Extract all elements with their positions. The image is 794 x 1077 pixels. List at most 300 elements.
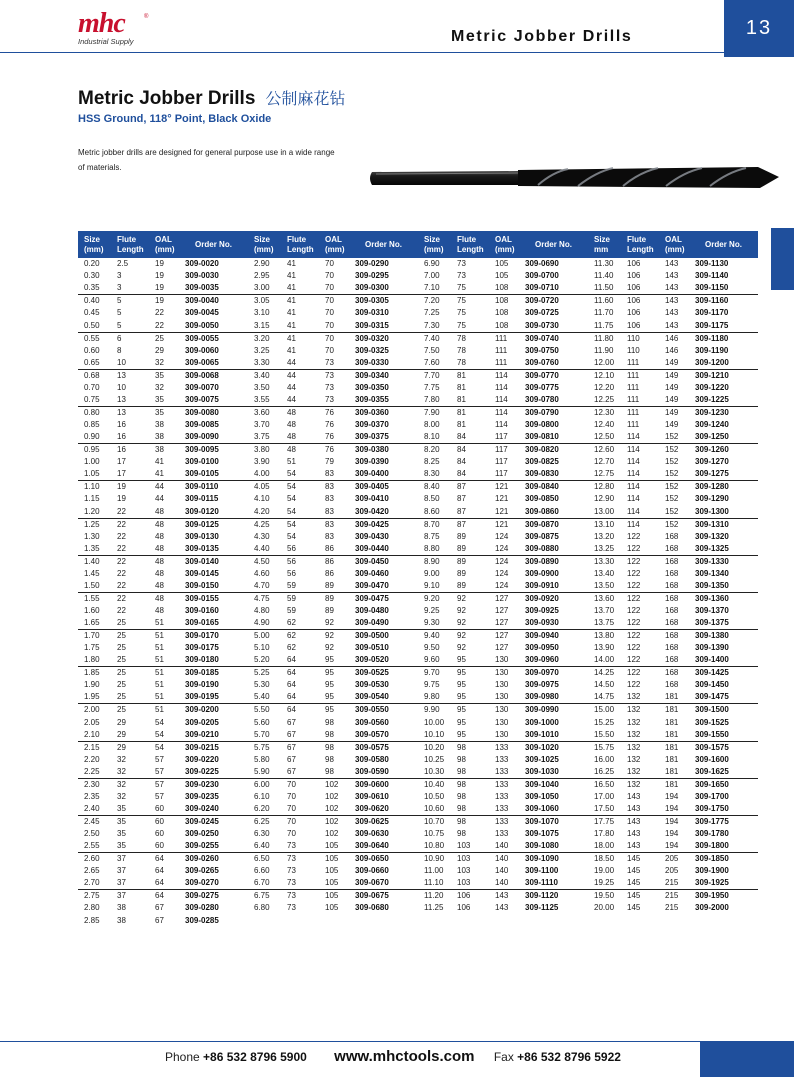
oal-cell: 98 — [325, 766, 334, 776]
flute-length-cell: 145 — [621, 890, 659, 903]
oal-cell: 181 — [659, 741, 689, 754]
oal-cell: 149 — [665, 357, 679, 367]
table-row — [78, 357, 758, 370]
table-row — [78, 716, 758, 728]
size-cell: 3.00 — [254, 283, 270, 293]
oal-cell: 194 — [659, 816, 689, 829]
flute-length-cell: 22 — [117, 568, 126, 578]
order-no-cell: 309-0140 — [179, 555, 248, 568]
oal-cell: 70 — [319, 295, 349, 308]
size-cell: 2.40 — [84, 804, 100, 813]
order-no-cell: 309-0650 — [349, 853, 418, 866]
order-no-cell: 309-1700 — [695, 791, 729, 801]
order-no-cell: 309-0625 — [349, 816, 418, 829]
flute-length-cell: 92 — [451, 630, 489, 643]
table-row — [78, 691, 758, 704]
size-cell: 11.70 — [594, 308, 614, 318]
size-cell — [588, 915, 621, 927]
flute-length-cell: 78 — [457, 357, 466, 367]
size-cell: 15.25 — [594, 717, 615, 727]
flute-length-cell: 22 — [111, 592, 149, 605]
order-no-cell: 309-0290 — [355, 259, 389, 269]
oal-cell: 102 — [319, 816, 349, 829]
size-cell: 7.10 — [424, 283, 440, 293]
oal-cell: 19 — [149, 295, 179, 308]
size-cell: 2.75 — [78, 890, 111, 903]
oal-cell: 25 — [149, 332, 179, 345]
order-no-cell: 309-1240 — [695, 420, 729, 430]
flute-length-cell: 95 — [457, 655, 466, 665]
oal-cell: 83 — [325, 506, 334, 516]
logo-tagline: Industrial Supply — [78, 37, 134, 46]
oal-cell: 60 — [149, 816, 179, 829]
flute-length-cell: 37 — [111, 853, 149, 866]
size-cell: 13.75 — [594, 618, 615, 628]
size-cell: 2.05 — [84, 717, 100, 727]
size-cell: 4.80 — [254, 605, 270, 615]
flute-length-cell: 78 — [457, 345, 466, 355]
oal-cell: 89 — [325, 580, 334, 590]
oal-cell — [659, 915, 689, 927]
footer-divider — [0, 1041, 794, 1042]
order-no-cell: 309-0095 — [179, 444, 248, 457]
size-cell: 1.50 — [84, 580, 100, 590]
size-cell: 2.95 — [254, 271, 270, 281]
table-row — [78, 431, 758, 444]
size-cell: 12.75 — [594, 469, 615, 479]
table-row — [78, 369, 758, 382]
size-cell: 0.45 — [84, 308, 100, 318]
oal-cell: 121 — [495, 494, 509, 504]
flute-length-cell: 19 — [111, 481, 149, 494]
order-no-cell: 309-0420 — [355, 506, 389, 516]
order-no-cell: 309-0880 — [525, 543, 559, 553]
size-cell: 8.20 — [418, 444, 451, 457]
flute-length-cell: 48 — [287, 420, 296, 430]
header-size: Size (mm) — [78, 231, 111, 258]
size-cell: 2.00 — [78, 704, 111, 717]
order-no-cell: 309-0775 — [525, 382, 559, 392]
oal-cell: 143 — [665, 259, 679, 269]
size-cell: 5.10 — [254, 643, 270, 653]
oal-cell: 70 — [325, 308, 334, 318]
header-size: Size mm — [588, 231, 621, 258]
oal-cell: 32 — [155, 357, 164, 367]
flute-length-cell: 143 — [627, 791, 641, 801]
flute-length-cell: 54 — [287, 494, 296, 504]
oal-cell: 98 — [325, 717, 334, 727]
flute-length-cell: 19 — [117, 494, 126, 504]
order-no-cell: 309-0950 — [525, 643, 559, 653]
size-cell: 8.75 — [424, 531, 440, 541]
order-no-cell: 309-0920 — [519, 592, 588, 605]
flute-length-cell: 132 — [627, 754, 641, 764]
product-title-text: Metric Jobber Drills — [78, 88, 256, 109]
size-cell: 3.50 — [254, 382, 270, 392]
size-cell: 18.50 — [588, 853, 621, 866]
order-no-cell: 309-0820 — [519, 444, 588, 457]
order-no-cell: 309-0460 — [355, 568, 389, 578]
size-cell: 3.20 — [248, 332, 281, 345]
order-no-cell: 309-0760 — [525, 357, 559, 367]
order-no-cell: 309-1500 — [689, 704, 758, 717]
size-cell: 10.40 — [418, 778, 451, 791]
order-no-cell: 309-1340 — [695, 568, 729, 578]
order-no-cell: 309-0890 — [519, 555, 588, 568]
order-no-cell: 309-0340 — [349, 369, 418, 382]
order-no-cell: 309-1310 — [689, 518, 758, 531]
size-cell: 10.70 — [418, 816, 451, 829]
flute-length-cell: 44 — [287, 357, 296, 367]
order-no-cell: 309-0710 — [525, 283, 559, 293]
flute-length-cell: 5 — [117, 308, 122, 318]
order-no-cell: 309-0315 — [355, 320, 389, 330]
order-no-cell: 309-1000 — [525, 717, 559, 727]
flute-length-cell: 114 — [621, 518, 659, 531]
size-cell: 13.40 — [594, 568, 615, 578]
oal-cell: 181 — [665, 717, 679, 727]
flute-length-cell: 54 — [287, 469, 296, 479]
size-cell: 7.40 — [418, 332, 451, 345]
flute-length-cell: 16 — [117, 432, 126, 442]
order-no-cell: 309-0530 — [355, 680, 389, 690]
oal-cell: 205 — [659, 853, 689, 866]
size-cell: 1.55 — [78, 592, 111, 605]
size-cell: 2.80 — [84, 903, 100, 913]
flute-length-cell: 122 — [627, 543, 641, 553]
order-no-cell: 309-0165 — [185, 618, 219, 628]
oal-cell: 70 — [325, 345, 334, 355]
size-cell: 6.70 — [254, 878, 270, 888]
flute-length-cell: 98 — [457, 829, 466, 839]
order-no-cell: 309-0680 — [355, 903, 389, 913]
order-no-cell: 309-0475 — [349, 592, 418, 605]
flute-length-cell: 37 — [111, 890, 149, 903]
oal-cell: 64 — [149, 853, 179, 866]
size-cell: 10.90 — [418, 853, 451, 866]
order-no-cell: 309-0115 — [185, 494, 219, 504]
flute-length-cell: 37 — [117, 878, 126, 888]
size-cell: 1.25 — [78, 518, 111, 531]
order-no-cell: 309-0740 — [519, 332, 588, 345]
flute-length-cell: 32 — [111, 778, 149, 791]
order-no-cell: 309-0200 — [179, 704, 248, 717]
flute-length-cell: 95 — [451, 704, 489, 717]
oal-cell: 57 — [149, 778, 179, 791]
flute-length-cell: 111 — [627, 394, 640, 404]
oal-cell: 194 — [665, 829, 679, 839]
table-row — [78, 506, 758, 519]
order-no-cell: 309-0120 — [185, 506, 219, 516]
flute-length-cell: 41 — [287, 345, 296, 355]
size-cell: 1.70 — [78, 630, 111, 643]
oal-cell: 111 — [495, 345, 508, 355]
oal-cell: 44 — [155, 494, 164, 504]
size-cell: 6.10 — [254, 791, 270, 801]
table-row — [78, 406, 758, 419]
flute-length-cell: 59 — [287, 605, 296, 615]
size-cell: 8.50 — [424, 494, 440, 504]
order-no-cell: 309-0175 — [185, 643, 219, 653]
size-cell: 9.80 — [424, 692, 440, 702]
flute-length-cell: 41 — [287, 259, 296, 269]
flute-length-cell: 54 — [281, 518, 319, 531]
oal-cell: 32 — [155, 382, 164, 392]
size-cell: 9.40 — [418, 630, 451, 643]
oal-cell: 105 — [325, 866, 339, 876]
size-cell: 17.50 — [594, 804, 615, 813]
flute-length-cell: 145 — [627, 903, 641, 913]
flute-length-cell: 3 — [117, 283, 122, 293]
order-no-cell: 309-0085 — [185, 420, 219, 430]
size-cell: 5.90 — [254, 766, 270, 776]
order-no-cell: 309-0540 — [355, 692, 389, 702]
oal-cell: 105 — [495, 259, 509, 269]
oal-cell: 181 — [665, 692, 679, 702]
size-cell: 1.00 — [84, 457, 100, 467]
size-cell: 11.20 — [418, 890, 451, 903]
flute-length-cell: 106 — [627, 308, 641, 318]
flute-length-cell: 35 — [117, 804, 126, 813]
size-cell: 1.05 — [84, 469, 100, 479]
oal-cell: 127 — [495, 643, 509, 653]
order-no-cell: 309-0810 — [525, 432, 559, 442]
size-cell — [418, 915, 451, 927]
registered-mark: ® — [144, 14, 149, 20]
oal-cell: 168 — [659, 630, 689, 643]
order-no-cell: 309-0185 — [179, 667, 248, 680]
website-link[interactable]: www.mhctools.com — [334, 1048, 475, 1065]
order-no-cell: 309-0380 — [349, 444, 418, 457]
size-cell: 5.00 — [248, 630, 281, 643]
flute-length-cell: 92 — [451, 592, 489, 605]
order-no-cell: 309-0295 — [355, 271, 389, 281]
flute-length-cell: 25 — [111, 667, 149, 680]
size-cell: 19.50 — [588, 890, 621, 903]
flute-length-cell: 122 — [627, 568, 641, 578]
flute-length-cell: 10 — [117, 382, 126, 392]
oal-cell: 143 — [665, 271, 679, 281]
order-no-cell: 309-1800 — [695, 841, 729, 851]
order-no-cell: 309-1330 — [689, 555, 758, 568]
flute-length-cell: 122 — [627, 605, 641, 615]
product-title — [78, 86, 345, 110]
flute-length-cell: 87 — [457, 494, 466, 504]
order-no-cell: 309-1210 — [689, 369, 758, 382]
flute-length-cell: 13 — [117, 394, 126, 404]
oal-cell: 130 — [495, 717, 509, 727]
table-row — [78, 667, 758, 680]
order-no-cell: 309-0870 — [519, 518, 588, 531]
order-no-cell: 309-0780 — [525, 394, 559, 404]
flute-length-cell: 13 — [111, 406, 149, 419]
flute-length-cell: 44 — [287, 394, 296, 404]
oal-cell: 73 — [325, 394, 334, 404]
oal-cell — [319, 915, 349, 927]
oal-cell: 35 — [155, 394, 164, 404]
oal-cell: 117 — [495, 469, 508, 479]
order-no-cell: 309-0850 — [525, 494, 559, 504]
oal-cell: 89 — [319, 592, 349, 605]
oal-cell: 149 — [665, 394, 679, 404]
flute-length-cell: 38 — [117, 903, 126, 913]
logo-wordmark: mhc — [78, 8, 125, 39]
flute-length-cell: 37 — [117, 866, 126, 876]
order-no-cell: 309-0825 — [525, 457, 559, 467]
oal-cell: 124 — [495, 543, 509, 553]
order-no-cell: 309-1270 — [695, 457, 729, 467]
order-no-cell: 309-2000 — [695, 903, 729, 913]
order-no-cell: 309-0510 — [355, 643, 389, 653]
oal-cell: 152 — [665, 457, 679, 467]
table-row — [78, 803, 758, 816]
order-no-cell: 309-0330 — [355, 357, 389, 367]
size-cell: 7.90 — [418, 406, 451, 419]
size-cell: 11.75 — [594, 320, 614, 330]
flute-length-cell: 64 — [287, 692, 296, 702]
oal-cell: 130 — [495, 692, 509, 702]
flute-length-cell: 25 — [111, 704, 149, 717]
product-title-chinese: 公制麻花钻 — [265, 89, 346, 108]
order-no-cell: 309-0068 — [179, 369, 248, 382]
order-no-cell: 309-0430 — [355, 531, 389, 541]
oal-cell: 70 — [325, 271, 334, 281]
size-cell: 17.80 — [594, 829, 615, 839]
flute-length-cell: 6 — [111, 332, 149, 345]
order-no-cell: 309-0410 — [355, 494, 389, 504]
oal-cell: 86 — [319, 555, 349, 568]
size-cell: 5.25 — [248, 667, 281, 680]
size-cell: 12.50 — [594, 432, 615, 442]
order-no-cell: 309-0590 — [355, 766, 389, 776]
order-no-cell: 309-0900 — [525, 568, 559, 578]
size-cell: 19.00 — [594, 866, 615, 876]
oal-cell: 149 — [665, 420, 679, 430]
order-no-cell: 309-1575 — [689, 741, 758, 754]
order-no-cell: 309-1375 — [695, 618, 729, 628]
oal-cell: 117 — [489, 444, 519, 457]
size-cell: 6.60 — [254, 866, 270, 876]
order-no-cell: 309-1650 — [689, 778, 758, 791]
flute-length-cell: 132 — [621, 778, 659, 791]
oal-cell: 105 — [325, 903, 339, 913]
oal-cell: 41 — [155, 457, 164, 467]
oal-cell: 105 — [325, 841, 339, 851]
order-no-cell: 309-1120 — [519, 890, 588, 903]
size-cell: 2.35 — [84, 791, 100, 801]
order-no-cell: 309-1280 — [689, 481, 758, 494]
twist-drill-bit-image — [368, 158, 780, 198]
oal-cell: 194 — [665, 804, 679, 813]
oal-cell: 70 — [325, 320, 334, 330]
table-row — [78, 890, 758, 903]
size-cell: 8.70 — [418, 518, 451, 531]
order-no-cell: 309-1080 — [525, 841, 559, 851]
oal-cell: 181 — [665, 766, 679, 776]
oal-cell: 133 — [495, 766, 509, 776]
oal-cell: 70 — [319, 332, 349, 345]
table-row — [78, 580, 758, 593]
order-no-cell: 309-0090 — [185, 432, 219, 442]
oal-cell: 35 — [149, 406, 179, 419]
oal-cell: 51 — [155, 680, 164, 690]
fax-number: +86 532 8796 5922 — [517, 1050, 621, 1064]
flute-length-cell: 110 — [627, 345, 640, 355]
size-cell: 6.90 — [424, 259, 440, 269]
oal-cell: 181 — [659, 778, 689, 791]
flute-length-cell: 75 — [457, 308, 466, 318]
size-cell: 12.90 — [594, 494, 615, 504]
size-cell: 7.75 — [424, 382, 440, 392]
oal-cell: 86 — [325, 543, 334, 553]
oal-cell: 51 — [149, 667, 179, 680]
order-no-cell: 309-1025 — [525, 754, 559, 764]
order-no-cell: 309-0800 — [525, 420, 559, 430]
size-cell: 2.15 — [78, 741, 111, 754]
size-cell: 13.30 — [588, 555, 621, 568]
size-cell: 11.40 — [594, 271, 614, 281]
order-no-cell: 309-1450 — [695, 680, 729, 690]
order-no-cell: 309-0390 — [355, 457, 389, 467]
fax-label: Fax — [493, 1050, 514, 1064]
flute-length-cell: 10 — [117, 357, 126, 367]
size-cell: 2.10 — [84, 729, 100, 739]
order-no-cell: 309-0210 — [185, 729, 219, 739]
table-row — [78, 679, 758, 691]
oal-cell: 143 — [659, 295, 689, 308]
flute-length-cell: 103 — [457, 878, 471, 888]
oal-cell: 117 — [495, 457, 508, 467]
product-subtitle: HSS Ground, 118° Point, Black Oxide — [78, 113, 272, 125]
order-no-cell: 309-0135 — [185, 543, 219, 553]
table-row — [78, 531, 758, 543]
table-body — [78, 258, 758, 927]
order-no-cell: 309-1780 — [695, 829, 729, 839]
size-cell: 20.00 — [594, 903, 615, 913]
order-no-cell: 309-1160 — [689, 295, 758, 308]
flute-length-cell: 81 — [457, 394, 466, 404]
order-no-cell: 309-0730 — [525, 320, 559, 330]
size-cell: 13.60 — [588, 592, 621, 605]
oal-cell: 102 — [325, 829, 339, 839]
section-title: Metric Jobber Drills — [451, 28, 633, 45]
size-cell: 0.70 — [84, 382, 100, 392]
order-no-cell: 309-0240 — [185, 804, 219, 813]
order-no-cell: 309-0355 — [355, 394, 389, 404]
order-no-cell: 309-1050 — [525, 791, 559, 801]
size-cell: 3.55 — [254, 394, 270, 404]
size-cell: 11.60 — [588, 295, 621, 308]
table-header — [78, 231, 758, 258]
order-no-cell: 309-1550 — [695, 729, 729, 739]
size-cell: 1.40 — [78, 555, 111, 568]
size-cell: 12.25 — [594, 394, 615, 404]
oal-cell: 181 — [665, 754, 679, 764]
flute-length-cell: 22 — [111, 555, 149, 568]
size-cell: 13.70 — [594, 605, 615, 615]
order-no-cell: 309-0690 — [525, 259, 559, 269]
size-cell: 8.30 — [424, 469, 440, 479]
oal-cell: 105 — [319, 890, 349, 903]
flute-length-cell: 87 — [457, 506, 466, 516]
flute-length-cell: 84 — [457, 469, 466, 479]
oal-cell: 152 — [665, 494, 679, 504]
size-cell: 15.50 — [594, 729, 615, 739]
flute-length-cell: 62 — [287, 618, 296, 628]
size-cell: 4.70 — [254, 580, 270, 590]
table-row — [78, 816, 758, 829]
order-no-cell: 309-1900 — [695, 866, 729, 876]
